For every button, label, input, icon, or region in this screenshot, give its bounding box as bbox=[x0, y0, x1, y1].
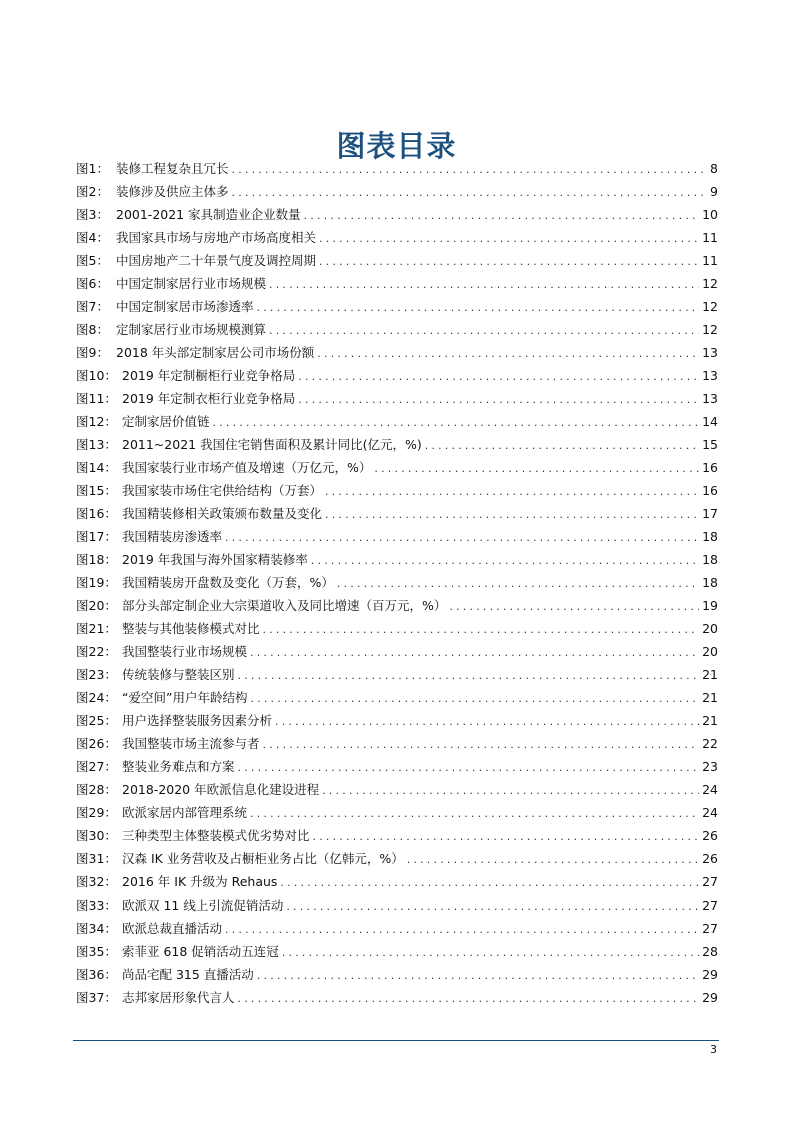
figure-page-number: 20 bbox=[702, 621, 718, 637]
figure-label: 图27： bbox=[76, 759, 117, 775]
figure-title: 我国精装房开盘数及变化（万套，%） bbox=[122, 575, 334, 591]
toc-entry[interactable] bbox=[76, 341, 718, 364]
dot-leader bbox=[257, 964, 699, 987]
dot-leader bbox=[449, 595, 699, 618]
figure-page-number: 17 bbox=[702, 506, 718, 522]
dot-leader bbox=[304, 204, 699, 227]
toc-entry[interactable] bbox=[76, 410, 718, 433]
dot-leader bbox=[238, 756, 700, 779]
dot-leader bbox=[311, 549, 699, 572]
figure-label: 图4： bbox=[76, 230, 109, 246]
toc-entry[interactable] bbox=[76, 963, 718, 986]
dot-leader bbox=[232, 181, 708, 204]
figure-label: 图22： bbox=[76, 644, 117, 660]
toc-entry[interactable] bbox=[76, 525, 718, 548]
dot-leader bbox=[298, 388, 699, 411]
dot-leader bbox=[374, 457, 699, 480]
toc-entry[interactable] bbox=[76, 433, 718, 456]
dot-leader bbox=[238, 664, 700, 687]
toc-entry[interactable] bbox=[76, 778, 718, 801]
figure-page-number: 12 bbox=[702, 276, 718, 292]
toc-entry[interactable] bbox=[76, 986, 718, 1009]
figure-page-number: 13 bbox=[702, 345, 718, 361]
toc-entry[interactable] bbox=[76, 894, 718, 917]
figure-label: 图20： bbox=[76, 598, 117, 614]
footer-divider bbox=[73, 1040, 719, 1041]
figure-label: 图30： bbox=[76, 828, 117, 844]
figure-page-number: 26 bbox=[702, 851, 718, 867]
figure-page-number: 27 bbox=[702, 920, 718, 936]
dot-leader bbox=[232, 158, 708, 181]
figure-label: 图11： bbox=[76, 391, 117, 407]
figure-title: 整装与其他装修模式对比 bbox=[122, 621, 260, 637]
toc-entry[interactable] bbox=[76, 479, 718, 502]
figure-page-number: 21 bbox=[702, 713, 718, 729]
figure-label: 图33： bbox=[76, 897, 117, 913]
toc-entry[interactable] bbox=[76, 801, 718, 824]
figure-label: 图19： bbox=[76, 575, 117, 591]
figure-page-number: 24 bbox=[702, 782, 718, 798]
figure-page-number: 19 bbox=[702, 598, 718, 614]
dot-leader bbox=[263, 618, 700, 641]
dot-leader bbox=[317, 342, 699, 365]
dot-leader bbox=[298, 365, 699, 388]
figure-label: 图24： bbox=[76, 690, 117, 706]
toc-entry[interactable] bbox=[76, 732, 718, 755]
figure-title: 部分头部定制企业大宗渠道收入及同比增速（百万元，%） bbox=[122, 598, 447, 614]
toc-entry[interactable] bbox=[76, 364, 718, 387]
figure-title: 汉森 IK 业务营收及占橱柜业务占比（亿韩元，%） bbox=[122, 851, 404, 867]
dot-leader bbox=[250, 802, 699, 825]
figure-label: 图37： bbox=[76, 989, 117, 1005]
toc-entry[interactable] bbox=[76, 709, 718, 732]
figure-title: 装修涉及供应主体多 bbox=[116, 184, 229, 200]
figure-title: 用户选择整装服务因素分析 bbox=[122, 713, 273, 729]
dot-leader bbox=[313, 825, 700, 848]
figure-title: 尚品宅配 315 直播活动 bbox=[122, 966, 254, 982]
figure-page-number: 23 bbox=[702, 759, 718, 775]
figure-page-number: 16 bbox=[702, 483, 718, 499]
figure-page-number: 21 bbox=[702, 667, 718, 683]
dot-leader bbox=[225, 526, 699, 549]
figure-label: 图18： bbox=[76, 552, 117, 568]
toc-entry[interactable] bbox=[76, 272, 718, 295]
figure-page-number: 20 bbox=[702, 644, 718, 660]
figure-page-number: 27 bbox=[702, 874, 718, 890]
toc-entry[interactable] bbox=[76, 318, 718, 341]
dot-leader bbox=[269, 273, 699, 296]
figure-label: 图25： bbox=[76, 713, 117, 729]
dot-leader bbox=[319, 250, 699, 273]
figure-page-number: 29 bbox=[702, 966, 718, 982]
figure-title: 我国整装行业市场规模 bbox=[122, 644, 248, 660]
figure-label: 图2： bbox=[76, 184, 109, 200]
dot-leader bbox=[322, 779, 699, 802]
figure-label: 图23： bbox=[76, 667, 117, 683]
page-number: 3 bbox=[710, 1043, 717, 1056]
figure-label: 图7： bbox=[76, 299, 109, 315]
figure-label: 图34： bbox=[76, 920, 117, 936]
dot-leader bbox=[425, 434, 699, 457]
figure-title: 中国房地产二十年景气度及调控周期 bbox=[116, 253, 317, 269]
figure-title: 定制家居价值链 bbox=[122, 414, 210, 430]
toc-entry[interactable] bbox=[76, 940, 718, 963]
toc-entry[interactable] bbox=[76, 755, 718, 778]
figure-title: 欧派总裁直播活动 bbox=[122, 920, 223, 936]
figure-label: 图36： bbox=[76, 966, 117, 982]
figure-page-number: 18 bbox=[702, 575, 718, 591]
figure-page-number: 16 bbox=[702, 460, 718, 476]
figure-title: 我国精装修相关政策颁布数量及变化 bbox=[122, 506, 323, 522]
figure-label: 图3： bbox=[76, 207, 109, 223]
toc-entry[interactable] bbox=[76, 502, 718, 525]
figure-title: 定制家居行业市场规模测算 bbox=[116, 322, 267, 338]
dot-leader bbox=[282, 941, 699, 964]
toc-entry[interactable] bbox=[76, 917, 718, 940]
figure-title: 欧派双 11 线上引流促销活动 bbox=[122, 897, 284, 913]
toc-entry[interactable] bbox=[76, 617, 718, 640]
figure-title: 中国定制家居市场渗透率 bbox=[116, 299, 254, 315]
figure-title: 传统装修与整装区别 bbox=[122, 667, 235, 683]
toc-entry[interactable] bbox=[76, 456, 718, 479]
figure-title: 2016 年 IK 升级为 Rehaus bbox=[122, 874, 278, 890]
figure-title: 我国整装市场主流参与者 bbox=[122, 736, 260, 752]
toc-entry[interactable] bbox=[76, 157, 718, 180]
dot-leader bbox=[407, 848, 699, 871]
figure-title: 我国家装行业市场产值及增速（万亿元，%） bbox=[122, 460, 372, 476]
dot-leader bbox=[238, 987, 700, 1010]
figure-page-number: 26 bbox=[702, 828, 718, 844]
figure-title: 2018-2020 年欧派信息化建设进程 bbox=[122, 782, 320, 798]
dot-leader bbox=[269, 319, 699, 342]
figure-label: 图10： bbox=[76, 368, 117, 384]
figure-title: 我国精装房渗透率 bbox=[122, 529, 223, 545]
dot-leader bbox=[280, 871, 699, 894]
figure-page-number: 21 bbox=[702, 690, 718, 706]
dot-leader bbox=[325, 480, 699, 503]
page-title: 图表目录 bbox=[336, 129, 457, 163]
dot-leader bbox=[225, 918, 699, 941]
figure-page-number: 24 bbox=[702, 805, 718, 821]
figure-title: 2001-2021 家具制造业企业数量 bbox=[116, 207, 301, 223]
toc-entry[interactable] bbox=[76, 663, 718, 686]
figure-label: 图12： bbox=[76, 414, 117, 430]
figure-page-number: 11 bbox=[702, 230, 718, 246]
figure-page-number: 28 bbox=[702, 943, 718, 959]
toc-entry[interactable] bbox=[76, 640, 718, 663]
toc-entry[interactable] bbox=[76, 249, 718, 272]
figure-title: 索菲亚 618 促销活动五连冠 bbox=[122, 943, 279, 959]
toc-entry[interactable] bbox=[76, 686, 718, 709]
figure-title: 2019 年定制衣柜行业竞争格局 bbox=[122, 391, 296, 407]
figure-title: “爱空间”用户年龄结构 bbox=[122, 690, 248, 706]
figure-label: 图13： bbox=[76, 437, 117, 453]
figure-page-number: 15 bbox=[702, 437, 718, 453]
figure-label: 图21： bbox=[76, 621, 117, 637]
toc-entry[interactable] bbox=[76, 571, 718, 594]
figure-label: 图15： bbox=[76, 483, 117, 499]
toc-entry[interactable] bbox=[76, 295, 718, 318]
figure-label: 图17： bbox=[76, 529, 117, 545]
figure-page-number: 27 bbox=[702, 897, 718, 913]
figure-label: 图16： bbox=[76, 506, 117, 522]
figure-title: 2019 年定制橱柜行业竞争格局 bbox=[122, 368, 296, 384]
toc-entry[interactable] bbox=[76, 180, 718, 203]
figure-title: 装修工程复杂且冗长 bbox=[116, 161, 229, 176]
dot-leader bbox=[257, 296, 700, 319]
toc-entry[interactable] bbox=[76, 824, 718, 847]
figure-title: 整装业务难点和方案 bbox=[122, 759, 235, 775]
figure-title: 我国家具市场与房地产市场高度相关 bbox=[116, 230, 317, 246]
figure-page-number: 8 bbox=[710, 161, 718, 176]
figure-page-number: 18 bbox=[702, 529, 718, 545]
toc-entry[interactable] bbox=[76, 203, 718, 226]
toc-entry[interactable] bbox=[76, 226, 718, 249]
figure-label: 图26： bbox=[76, 736, 117, 752]
figure-title: 志邦家居形象代言人 bbox=[122, 989, 235, 1005]
figure-label: 图9： bbox=[76, 345, 109, 361]
figure-label: 图29： bbox=[76, 805, 117, 821]
dot-leader bbox=[337, 572, 699, 595]
figure-page-number: 9 bbox=[710, 184, 718, 200]
figure-page-number: 18 bbox=[702, 552, 718, 568]
figure-label: 图5： bbox=[76, 253, 109, 269]
figure-label: 图31： bbox=[76, 851, 117, 867]
figure-page-number: 12 bbox=[702, 322, 718, 338]
figure-page-number: 12 bbox=[702, 299, 718, 315]
dot-leader bbox=[275, 710, 699, 733]
figure-page-number: 13 bbox=[702, 391, 718, 407]
figure-title: 2019 年我国与海外国家精装修率 bbox=[122, 552, 308, 568]
figure-page-number: 22 bbox=[702, 736, 718, 752]
dot-leader bbox=[325, 503, 699, 526]
figure-title: 2018 年头部定制家居公司市场份额 bbox=[116, 345, 315, 361]
figure-title: 三种类型主体整装模式优劣势对比 bbox=[122, 828, 310, 844]
figure-page-number: 29 bbox=[702, 989, 718, 1005]
figure-label: 图8： bbox=[76, 322, 109, 338]
toc-entry[interactable] bbox=[76, 594, 718, 617]
figure-label: 图6： bbox=[76, 276, 109, 292]
figure-page-number: 13 bbox=[702, 368, 718, 384]
figure-label: 图32： bbox=[76, 874, 117, 890]
figure-label: 图1： bbox=[76, 161, 109, 176]
dot-leader bbox=[286, 895, 699, 918]
toc-entry[interactable] bbox=[76, 870, 718, 893]
figure-index-list bbox=[76, 157, 718, 1009]
figure-page-number: 10 bbox=[702, 207, 718, 223]
dot-leader bbox=[250, 687, 699, 710]
figure-page-number: 11 bbox=[702, 253, 718, 269]
figure-label: 图28： bbox=[76, 782, 117, 798]
toc-entry[interactable] bbox=[76, 847, 718, 870]
toc-entry[interactable] bbox=[76, 548, 718, 571]
figure-page-number: 14 bbox=[702, 414, 718, 430]
figure-title: 欧派家居内部管理系统 bbox=[122, 805, 248, 821]
dot-leader bbox=[263, 733, 700, 756]
dot-leader bbox=[213, 411, 700, 434]
dot-leader bbox=[250, 641, 699, 664]
figure-title: 2011~2021 我国住宅销售面积及累计同比(亿元，%) bbox=[122, 437, 422, 453]
figure-title: 我国家装市场住宅供给结构（万套） bbox=[122, 483, 323, 499]
figure-label: 图14： bbox=[76, 460, 117, 476]
figure-label: 图35： bbox=[76, 943, 117, 959]
figure-title: 中国定制家居行业市场规模 bbox=[116, 276, 267, 292]
dot-leader bbox=[319, 227, 699, 250]
toc-entry[interactable] bbox=[76, 387, 718, 410]
